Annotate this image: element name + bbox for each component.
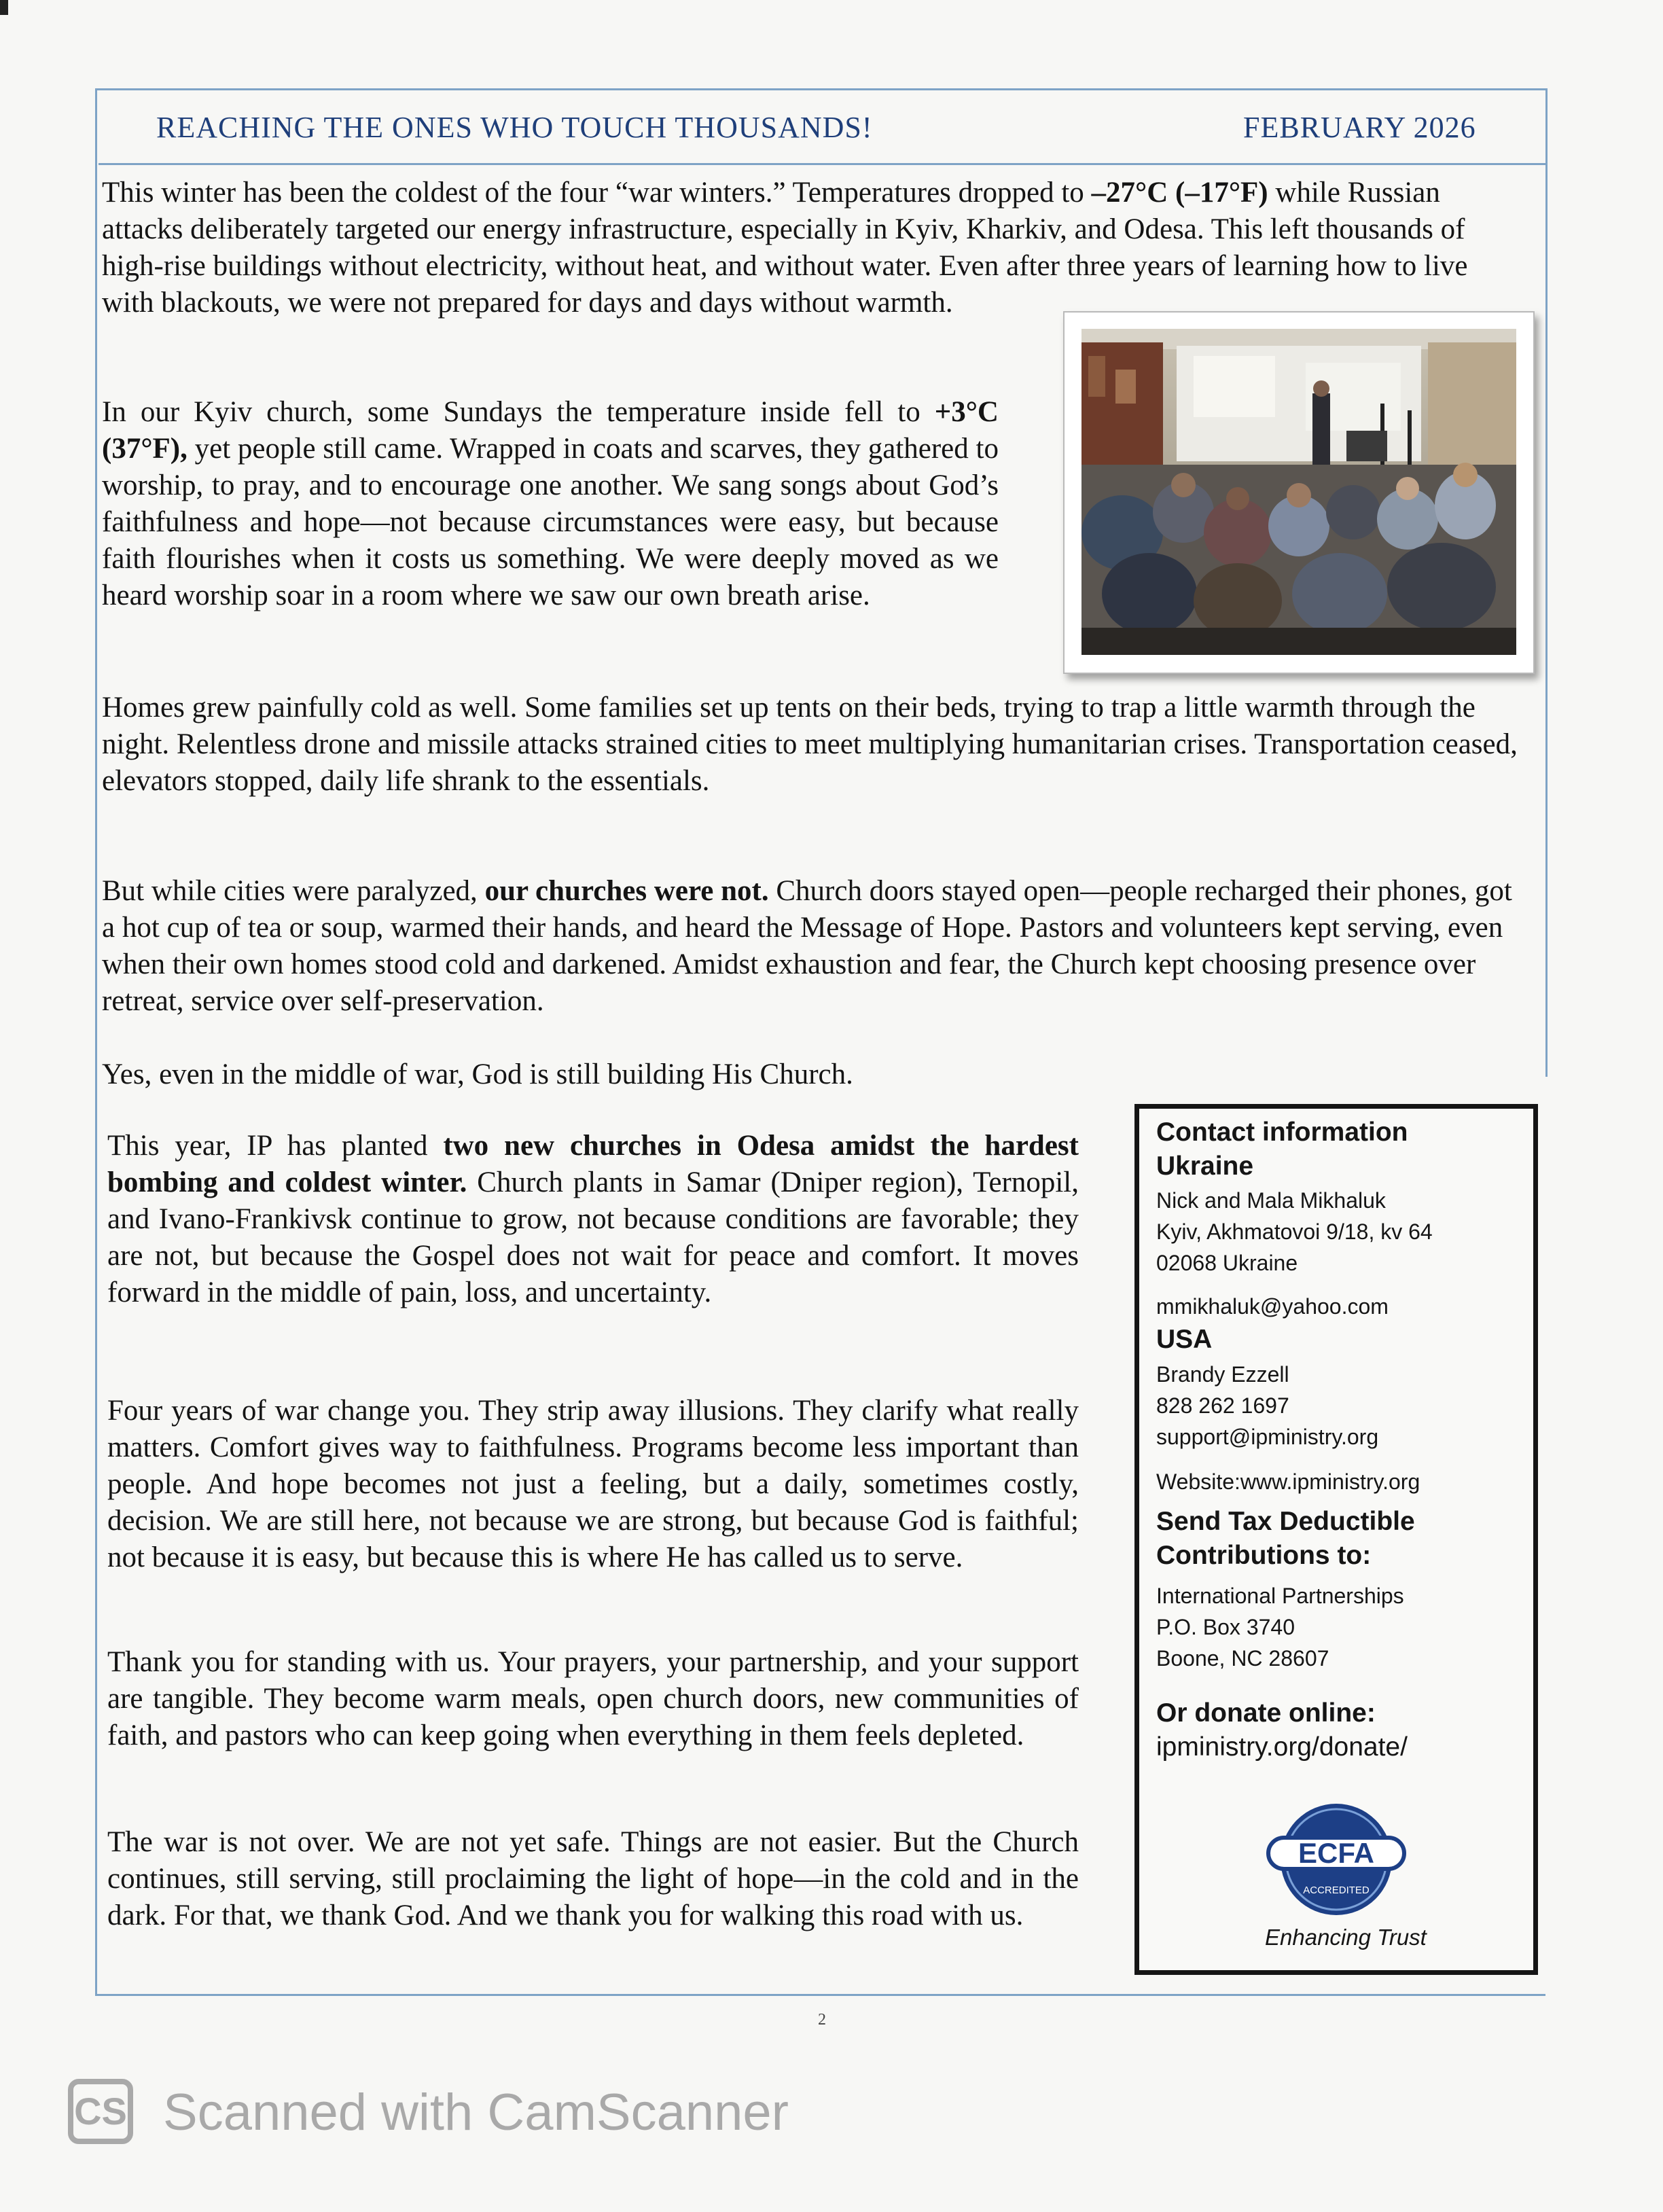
ecfa-seal [1255, 1798, 1418, 1921]
donate-heading: Or donate online: [1156, 1698, 1376, 1728]
tax-deductible-heading: Send Tax Deductible [1156, 1507, 1415, 1536]
header-divider [99, 163, 1545, 165]
contact-info-box [1134, 1104, 1538, 1975]
temperature-highlight: +3°C (37°F), [102, 396, 999, 465]
bold-emphasis: two new churches in Odesa amidst the hardest bombing and coldest winter. [107, 1130, 1079, 1198]
article-paragraph-6: This year, IP has planted two new churches in Odesa amidst the hardest bombing and coldest winter. Church plants in Samar (Dniper region), Ternopil, and Ivano-Frankivsk continue to grow, not because conditions are favorable; they are not, but because the Gospel does not wait for peace and comfort. It moves forward in the middle of pain, loss, and uncertainty. [107, 1130, 1079, 1308]
corner-scan-mark [0, 0, 8, 15]
bold-emphasis: our churches were not. [484, 875, 769, 907]
ukraine-contact-name: Nick and Mala Mikhaluk [1156, 1188, 1386, 1213]
article-paragraph-7: Four years of war change you. They strip away illusions. They clarify what really matters. Comfort gives way to faithfulness. Programs become less important than people. And hope becomes not just a feeling, but a daily, sometimes costly, decision. We are still here, not because we are strong, but because God is faithful; not because it is easy, but because this is where He has called us to serve. [107, 1395, 1079, 1573]
contact-heading: Contact information [1156, 1118, 1408, 1147]
article-paragraph-9: The war is not over. We are not yet safe. Things are not easier. But the Church continues, still serving, still proclaiming the light of hope—in the cold and in the dark. For that, we thank God. And we thank you for walking this road with us. [107, 1826, 1079, 1931]
ukraine-address: Kyiv, Akhmatovoi 9/18, kv 64 [1156, 1219, 1433, 1244]
issue-date: FEBRUARY 2026 [1243, 111, 1476, 144]
ecfa-accredited-label: ACCREDITED [1303, 1885, 1370, 1896]
temperature-highlight: –27°C (–17°F) [1091, 177, 1268, 209]
usa-phone: 828 262 1697 [1156, 1393, 1289, 1418]
church-worship-photo [1063, 311, 1535, 674]
ukraine-email[interactable]: mmikhaluk@yahoo.com [1156, 1294, 1389, 1319]
website-link[interactable]: Website:www.ipministry.org [1156, 1469, 1420, 1494]
organization-name: International Partnerships [1156, 1584, 1404, 1608]
ecfa-label: ECFA [1298, 1837, 1375, 1869]
article-paragraph-4: But while cities were paralyzed, our churches were not. Church doors stayed open—people recharged their phones, got a hot cup of tea or soup, warmed their hands, and heard the Message of Hope. Pastors and volunteers kept serving, even when their own homes stood cold and darkened. Amidst exhaustion and fear, the Church kept choosing presence over retreat, service over self-preservation. [102, 875, 1512, 1017]
donate-link[interactable]: ipministry.org/donate/ [1156, 1732, 1408, 1762]
ukraine-heading: Ukraine [1156, 1152, 1254, 1181]
city-state-zip: Boone, NC 28607 [1156, 1646, 1329, 1671]
ecfa-tagline: Enhancing Trust [1265, 1925, 1427, 1950]
article-paragraph-1: This winter has been the coldest of the four “war winters.” Temperatures dropped to –27°C (–17°F) while Russian attacks deliberately targeted our energy infrastructure, especially in Kyiv, Kharkiv, and Odesa. This left thousands of high-rise buildings without electricity, without heat, and without water. Even after three years of learning how to live with blackouts, we were not prepared for days and days without warmth. [102, 177, 1468, 319]
article-paragraph-2: In our Kyiv church, some Sundays the temperature inside fell to +3°C (37°F), yet people still came. Wrapped in coats and scarves, they gathered to worship, to pray, and to encourage one another. We sang songs about God’s faithfulness and hope—not because circumstances were easy, but because faith flourishes when it costs us something. We were deeply moved as we heard worship soar in a room where we saw our own breath arise. [102, 396, 999, 611]
usa-email[interactable]: support@ipministry.org [1156, 1425, 1379, 1449]
ecfa-logo-icon [1255, 1798, 1418, 1927]
article-paragraph-8: Thank you for standing with us. Your prayers, your partnership, and your support are tangible. They become warm meals, open church doors, new communities of faith, and pastors who can keep going when everything in them feels depleted. [107, 1646, 1079, 1751]
camscanner-watermark [68, 2079, 951, 2147]
usa-contact-name: Brandy Ezzell [1156, 1362, 1289, 1387]
page-border-right [1545, 88, 1548, 1077]
po-box: P.O. Box 3740 [1156, 1615, 1295, 1639]
newsletter-title: REACHING THE ONES WHO TOUCH THOUSANDS! [156, 111, 873, 144]
usa-heading: USA [1156, 1325, 1213, 1354]
page-border-bottom [95, 1994, 1545, 1996]
contributions-heading: Contributions to: [1156, 1541, 1372, 1570]
photo-image [1081, 329, 1516, 655]
ukraine-postal-code: 02068 Ukraine [1156, 1251, 1298, 1275]
page-number: 2 [818, 2011, 826, 2029]
camscanner-text: Scanned with CamScanner [163, 2084, 789, 2141]
article-paragraph-3: Homes grew painfully cold as well. Some families set up tents on their beds, trying to trap a little warmth through the night. Relentless drone and missile attacks strained cities to meet multiplying humanitarian crises. Transportation ceased, elevators stopped, daily life shrank to the essentials. [102, 692, 1518, 797]
article-paragraph-5: Yes, even in the middle of war, God is still building His Church. [102, 1058, 853, 1090]
camscanner-logo-icon: CS [68, 2079, 133, 2144]
